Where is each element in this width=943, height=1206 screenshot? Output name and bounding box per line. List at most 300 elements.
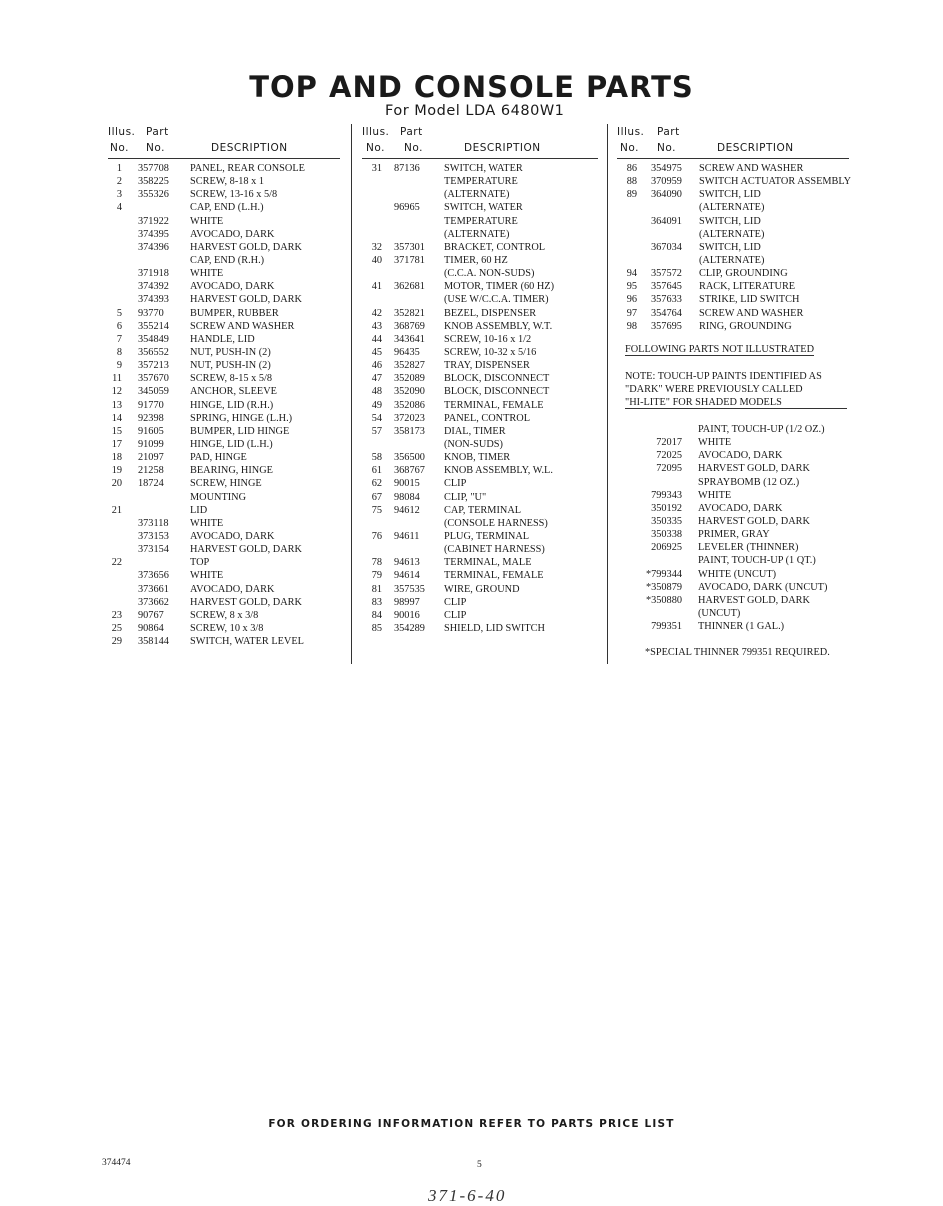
illus-number: 40	[371, 254, 382, 266]
part-description: HARVEST GOLD, DARK	[698, 594, 810, 606]
paint-row	[640, 450, 870, 463]
part-row	[108, 557, 340, 570]
part-number: 371918	[138, 268, 169, 280]
part-description: CLIP	[444, 478, 467, 490]
part-number: 357708	[138, 163, 169, 174]
illus-number: 12	[111, 386, 122, 398]
illus-number: 78	[371, 557, 382, 569]
part-row	[362, 281, 598, 294]
illus-number: 98	[626, 320, 637, 332]
part-number: 373118	[138, 517, 169, 529]
part-number: 93770	[138, 307, 164, 319]
part-description: HANDLE, LID	[190, 333, 255, 345]
part-description: PAINT, TOUCH-UP (1/2 OZ.)	[698, 424, 825, 435]
part-description: TEMPERATURE	[444, 176, 518, 188]
illus-number: 29	[111, 636, 122, 648]
part-number: 371922	[138, 215, 169, 227]
part-row	[362, 216, 598, 229]
part-row	[108, 373, 340, 386]
part-number: 90015	[394, 478, 420, 490]
part-number: 21097	[138, 452, 164, 464]
part-row	[108, 400, 340, 413]
part-description: SPRING, HINGE (L.H.)	[190, 412, 293, 424]
illus-number: 4	[116, 202, 122, 214]
part-description: (ALTERNATE)	[699, 202, 765, 214]
part-row	[362, 176, 598, 189]
part-number: 94611	[394, 530, 420, 542]
part-number: 350192	[651, 502, 682, 514]
part-row	[362, 465, 598, 478]
part-row	[362, 610, 598, 623]
part-description: (ALTERNATE)	[444, 189, 510, 201]
part-row	[108, 321, 340, 334]
part-description: CAP, TERMINAL	[444, 504, 522, 516]
part-description: KNOB ASSEMBLY, W.T.	[444, 320, 553, 332]
part-row	[108, 163, 340, 176]
part-description: PAINT, TOUCH-UP (1 QT.)	[698, 555, 816, 567]
part-row	[362, 557, 598, 570]
page-title: TOP AND CONSOLE PARTS	[249, 70, 694, 104]
part-description: AVOCADO, DARK	[698, 502, 783, 514]
part-row	[108, 597, 340, 610]
not-illustrated-heading: FOLLOWING PARTS NOT ILLUSTRATED	[625, 344, 815, 355]
part-row	[362, 360, 598, 373]
part-number: *350879	[645, 581, 682, 593]
part-row	[362, 478, 598, 491]
part-description: WHITE	[190, 570, 224, 582]
part-description: SCREW, 10 x 3/8	[190, 622, 264, 634]
header-part: Part	[146, 126, 169, 138]
part-description: PAD, HINGE	[190, 452, 247, 464]
part-row	[362, 492, 598, 505]
part-number: 87136	[394, 163, 420, 174]
illus-number: 21	[111, 504, 122, 516]
part-number: 357633	[651, 294, 682, 306]
illus-number: 1	[116, 163, 122, 174]
part-number: 96965	[394, 202, 420, 214]
column-header	[108, 124, 340, 159]
part-number: 373662	[138, 596, 169, 608]
part-row	[108, 360, 340, 373]
illus-number: 25	[111, 622, 122, 634]
part-row	[108, 334, 340, 347]
part-description: HARVEST GOLD, DARK	[190, 294, 302, 306]
illus-number: 81	[371, 583, 382, 595]
paint-row	[640, 463, 870, 476]
part-row	[362, 544, 598, 557]
part-row	[617, 189, 853, 202]
illus-number: 88	[626, 176, 637, 188]
part-row	[108, 544, 340, 557]
part-number: 354764	[651, 307, 682, 319]
part-row	[108, 202, 340, 215]
illus-number: 57	[371, 425, 382, 437]
illus-number: 46	[371, 360, 382, 372]
header-description: DESCRIPTION	[464, 142, 541, 154]
part-number: 21258	[138, 465, 164, 477]
part-description: WHITE	[190, 517, 224, 529]
part-number: 357670	[138, 373, 169, 385]
column-header	[362, 124, 598, 159]
part-row	[362, 623, 598, 636]
illus-number: 48	[371, 386, 382, 398]
illus-number: 45	[371, 346, 382, 358]
illus-number: 41	[371, 281, 382, 293]
part-description: TIMER, 60 HZ	[444, 254, 508, 266]
paint-row	[640, 569, 870, 582]
illus-number: 32	[371, 241, 382, 253]
part-number: *799344	[645, 568, 682, 580]
part-description: (CABINET HARNESS)	[444, 544, 545, 556]
illus-number: 44	[371, 333, 382, 345]
part-description: PANEL, CONTROL	[444, 412, 531, 424]
part-row	[617, 229, 853, 242]
part-row	[617, 321, 853, 334]
part-row	[362, 505, 598, 518]
ordering-footer: FOR ORDERING INFORMATION REFER TO PARTS PRICE LIST	[268, 1118, 675, 1130]
part-number: 357695	[651, 320, 682, 332]
header-no: No.	[404, 142, 423, 154]
part-number: 94612	[394, 504, 420, 516]
part-description: HINGE, LID (L.H.)	[190, 438, 273, 450]
paint-row	[640, 437, 870, 450]
part-description: (UNCUT)	[698, 607, 741, 619]
paint-row	[640, 516, 870, 529]
part-number: 368767	[394, 465, 425, 477]
header-no: No.	[146, 142, 165, 154]
part-number: 373154	[138, 544, 169, 556]
part-number: 91099	[138, 438, 164, 450]
part-row	[108, 439, 340, 452]
part-description: CLIP, "U"	[444, 491, 487, 503]
part-row	[108, 518, 340, 531]
part-description: (ALTERNATE)	[444, 228, 510, 240]
note-line: NOTE: TOUCH-UP PAINTS IDENTIFIED AS	[625, 371, 822, 382]
part-description: ANCHOR, SLEEVE	[190, 386, 277, 398]
parts-list	[108, 159, 340, 649]
part-number: 92398	[138, 412, 164, 424]
part-description: SWITCH, WATER LEVEL	[190, 636, 304, 648]
part-row	[362, 400, 598, 413]
part-description: BLOCK, DISCONNECT	[444, 373, 550, 385]
part-row	[108, 294, 340, 307]
part-number: 799351	[651, 621, 682, 633]
part-description: RACK, LITERATURE	[699, 281, 796, 293]
part-number: 371781	[394, 254, 425, 266]
illus-number: 13	[111, 399, 122, 411]
part-description: (ALTERNATE)	[699, 254, 765, 266]
part-row	[362, 452, 598, 465]
part-number: 352827	[394, 360, 425, 372]
part-description: HARVEST GOLD, DARK	[698, 463, 810, 475]
illus-number: 85	[371, 622, 382, 634]
part-description: BEARING, HINGE	[190, 465, 273, 477]
part-description: SCREW AND WASHER	[190, 320, 295, 332]
part-number: 373153	[138, 530, 169, 542]
part-number: 90767	[138, 609, 164, 621]
part-row	[362, 386, 598, 399]
part-description: SWITCH, LID	[699, 215, 761, 227]
part-row	[108, 452, 340, 465]
illus-number: 5	[116, 307, 122, 319]
paint-row	[640, 477, 870, 490]
part-description: SCREW AND WASHER	[699, 163, 804, 174]
illus-number: 43	[371, 320, 382, 332]
part-number: 350338	[651, 529, 682, 541]
part-row	[362, 439, 598, 452]
part-description: (USE W/C.C.A. TIMER)	[444, 294, 549, 306]
illus-number: 42	[371, 307, 382, 319]
part-row	[108, 281, 340, 294]
part-number: 358144	[138, 636, 169, 648]
part-description: (C.C.A. NON-SUDS)	[444, 268, 535, 280]
part-description: WIRE, GROUND	[444, 583, 520, 595]
part-row	[362, 426, 598, 439]
illus-number: 23	[111, 609, 122, 621]
part-number: 374393	[138, 294, 169, 306]
header-part: Part	[400, 126, 423, 138]
part-number: 350335	[651, 515, 682, 527]
part-number: 370959	[651, 176, 682, 188]
part-number: 72025	[656, 450, 682, 462]
part-row	[362, 229, 598, 242]
part-description: HARVEST GOLD, DARK	[190, 241, 302, 253]
part-description: SCREW, 8-18 x 1	[190, 176, 264, 188]
part-description: TERMINAL, MALE	[444, 557, 532, 569]
illus-number: 86	[626, 163, 637, 174]
part-description: SCREW, 10-32 x 5/16	[444, 346, 537, 358]
column-divider	[351, 124, 352, 664]
illus-number: 3	[116, 189, 122, 201]
part-row	[617, 308, 853, 321]
part-description: SWITCH, LID	[699, 241, 761, 253]
part-description: AVOCADO, DARK (UNCUT)	[698, 581, 828, 593]
part-description: WHITE	[698, 489, 732, 501]
part-number: 352086	[394, 399, 425, 411]
part-number: 358173	[394, 425, 425, 437]
paint-row	[640, 621, 870, 634]
part-number: 372023	[394, 412, 425, 424]
part-number: 72095	[656, 463, 682, 475]
part-description: CLIP	[444, 596, 467, 608]
part-number: 352089	[394, 373, 425, 385]
part-number: 357535	[394, 583, 425, 595]
part-number: 94614	[394, 570, 420, 582]
part-description: SCREW, HINGE	[190, 478, 262, 490]
part-description: PRIMER, GRAY	[698, 529, 770, 541]
part-row	[617, 281, 853, 294]
part-description: THINNER (1 GAL.)	[698, 621, 785, 633]
part-description: BEZEL, DISPENSER	[444, 307, 537, 319]
illus-number: 49	[371, 399, 382, 411]
illus-number: 67	[371, 491, 382, 503]
part-description: AVOCADO, DARK	[190, 281, 275, 293]
part-description: RING, GROUNDING	[699, 320, 792, 332]
part-description: BUMPER, RUBBER	[190, 307, 279, 319]
part-row	[617, 163, 853, 176]
part-row	[617, 216, 853, 229]
paint-row	[640, 503, 870, 516]
part-row	[362, 268, 598, 281]
part-description: WHITE	[698, 437, 732, 449]
part-row	[108, 386, 340, 399]
page-number: 5	[477, 1160, 482, 1170]
part-description: SPRAYBOMB (12 OZ.)	[698, 476, 800, 488]
part-row	[362, 294, 598, 307]
part-description: SCREW, 13-16 x 5/8	[190, 189, 278, 201]
part-row	[108, 465, 340, 478]
illus-number: 95	[626, 281, 637, 293]
part-row	[108, 505, 340, 518]
header-no: No.	[366, 142, 385, 154]
part-row	[617, 294, 853, 307]
illus-number: 89	[626, 189, 637, 201]
part-number: 357645	[651, 281, 682, 293]
paint-row	[640, 608, 870, 621]
not-illustrated-list	[640, 424, 870, 634]
illus-number: 31	[371, 163, 382, 174]
illus-number: 8	[116, 346, 122, 358]
part-number: 373661	[138, 583, 169, 595]
illus-number: 62	[371, 478, 382, 490]
part-description: MOTOR, TIMER (60 HZ)	[444, 281, 555, 293]
illus-number: 83	[371, 596, 382, 608]
paint-row	[640, 595, 870, 608]
part-row	[108, 176, 340, 189]
part-number: 367034	[651, 241, 682, 253]
part-row	[108, 610, 340, 623]
part-description: PLUG, TERMINAL	[444, 530, 530, 542]
part-description: NUT, PUSH-IN (2)	[190, 346, 271, 358]
header-illus: Illus.	[362, 126, 390, 138]
part-description: BLOCK, DISCONNECT	[444, 386, 550, 398]
part-number: 357213	[138, 360, 169, 372]
part-description: STRIKE, LID SWITCH	[699, 294, 800, 306]
paint-row	[640, 424, 870, 437]
column-divider	[607, 124, 608, 664]
illus-number: 6	[116, 320, 122, 332]
column-header	[617, 124, 849, 159]
part-row	[362, 163, 598, 176]
illus-number: 61	[371, 465, 382, 477]
special-note: *SPECIAL THINNER 799351 REQUIRED.	[645, 647, 830, 658]
part-description: SWITCH, WATER	[444, 202, 523, 214]
part-number: 364091	[651, 215, 682, 227]
parts-column-1	[108, 124, 340, 649]
header-no: No.	[620, 142, 639, 154]
part-number: 91605	[138, 425, 164, 437]
part-description: TRAY, DISPENSER	[444, 360, 530, 372]
part-description: PANEL, REAR CONSOLE	[190, 163, 305, 174]
part-description: KNOB, TIMER	[444, 452, 511, 464]
part-description: MOUNTING	[190, 491, 247, 503]
parts-list	[617, 159, 853, 334]
part-row	[362, 373, 598, 386]
part-description: TOP	[190, 557, 210, 569]
part-description: CAP, END (L.H.)	[190, 202, 264, 214]
part-number: 374392	[138, 281, 169, 293]
part-row	[617, 255, 853, 268]
part-description: TERMINAL, FEMALE	[444, 399, 544, 411]
part-number: 357572	[651, 268, 682, 280]
part-number: 352090	[394, 386, 425, 398]
part-description: HARVEST GOLD, DARK	[698, 515, 810, 527]
part-row	[617, 202, 853, 215]
part-description: KNOB ASSEMBLY, W.L.	[444, 465, 553, 477]
document-number: 374474	[102, 1158, 131, 1168]
part-row	[362, 202, 598, 215]
part-number: 357301	[394, 241, 425, 253]
header-illus: Illus.	[617, 126, 645, 138]
part-row	[108, 584, 340, 597]
part-row	[108, 413, 340, 426]
illus-number: 11	[112, 373, 122, 385]
part-description: SCREW, 8-15 x 5/8	[190, 373, 273, 385]
part-description: TERMINAL, FEMALE	[444, 570, 544, 582]
part-number: 799343	[651, 489, 682, 501]
part-number: 345059	[138, 386, 169, 398]
header-description: DESCRIPTION	[211, 142, 288, 154]
part-description: (CONSOLE HARNESS)	[444, 517, 548, 529]
part-row	[108, 570, 340, 583]
part-number: 206925	[651, 542, 682, 554]
part-number: 343641	[394, 333, 425, 345]
part-description: TEMPERATURE	[444, 215, 518, 227]
part-row	[362, 255, 598, 268]
illus-number: 7	[116, 333, 122, 345]
part-description: (NON-SUDS)	[444, 438, 503, 450]
part-row	[362, 242, 598, 255]
page-subtitle: For Model LDA 6480W1	[385, 103, 565, 119]
illus-number: 75	[371, 504, 382, 516]
illus-number: 19	[111, 465, 122, 477]
part-number: 354975	[651, 163, 682, 174]
part-number: 355326	[138, 189, 169, 201]
part-number: 354849	[138, 333, 169, 345]
part-description: WHITE (UNCUT)	[698, 568, 777, 580]
part-description: WHITE	[190, 268, 224, 280]
illus-number: 47	[371, 373, 382, 385]
part-number: 355214	[138, 320, 169, 332]
paint-row	[640, 490, 870, 503]
header-description: DESCRIPTION	[717, 142, 794, 154]
part-row	[362, 597, 598, 610]
illus-number: 14	[111, 412, 122, 424]
note-line: "HI-LITE" FOR SHADED MODELS	[625, 397, 847, 409]
part-row	[362, 570, 598, 583]
part-description: BUMPER, LID HINGE	[190, 425, 290, 437]
header-no: No.	[110, 142, 129, 154]
illus-number: 58	[371, 452, 382, 464]
part-row	[108, 229, 340, 242]
part-number: 98084	[394, 491, 420, 503]
part-number: 354289	[394, 622, 425, 634]
part-description: DIAL, TIMER	[444, 425, 506, 437]
part-description: HINGE, LID (R.H.)	[190, 399, 274, 411]
part-row	[362, 334, 598, 347]
part-description: CLIP	[444, 609, 467, 621]
illus-number: 54	[371, 412, 382, 424]
part-row	[108, 492, 340, 505]
part-row	[362, 518, 598, 531]
part-row	[617, 268, 853, 281]
part-row	[108, 268, 340, 281]
part-row	[108, 636, 340, 649]
part-number: 374395	[138, 228, 169, 240]
illus-number: 9	[116, 360, 122, 372]
part-description: AVOCADO, DARK	[698, 450, 783, 462]
part-row	[108, 216, 340, 229]
